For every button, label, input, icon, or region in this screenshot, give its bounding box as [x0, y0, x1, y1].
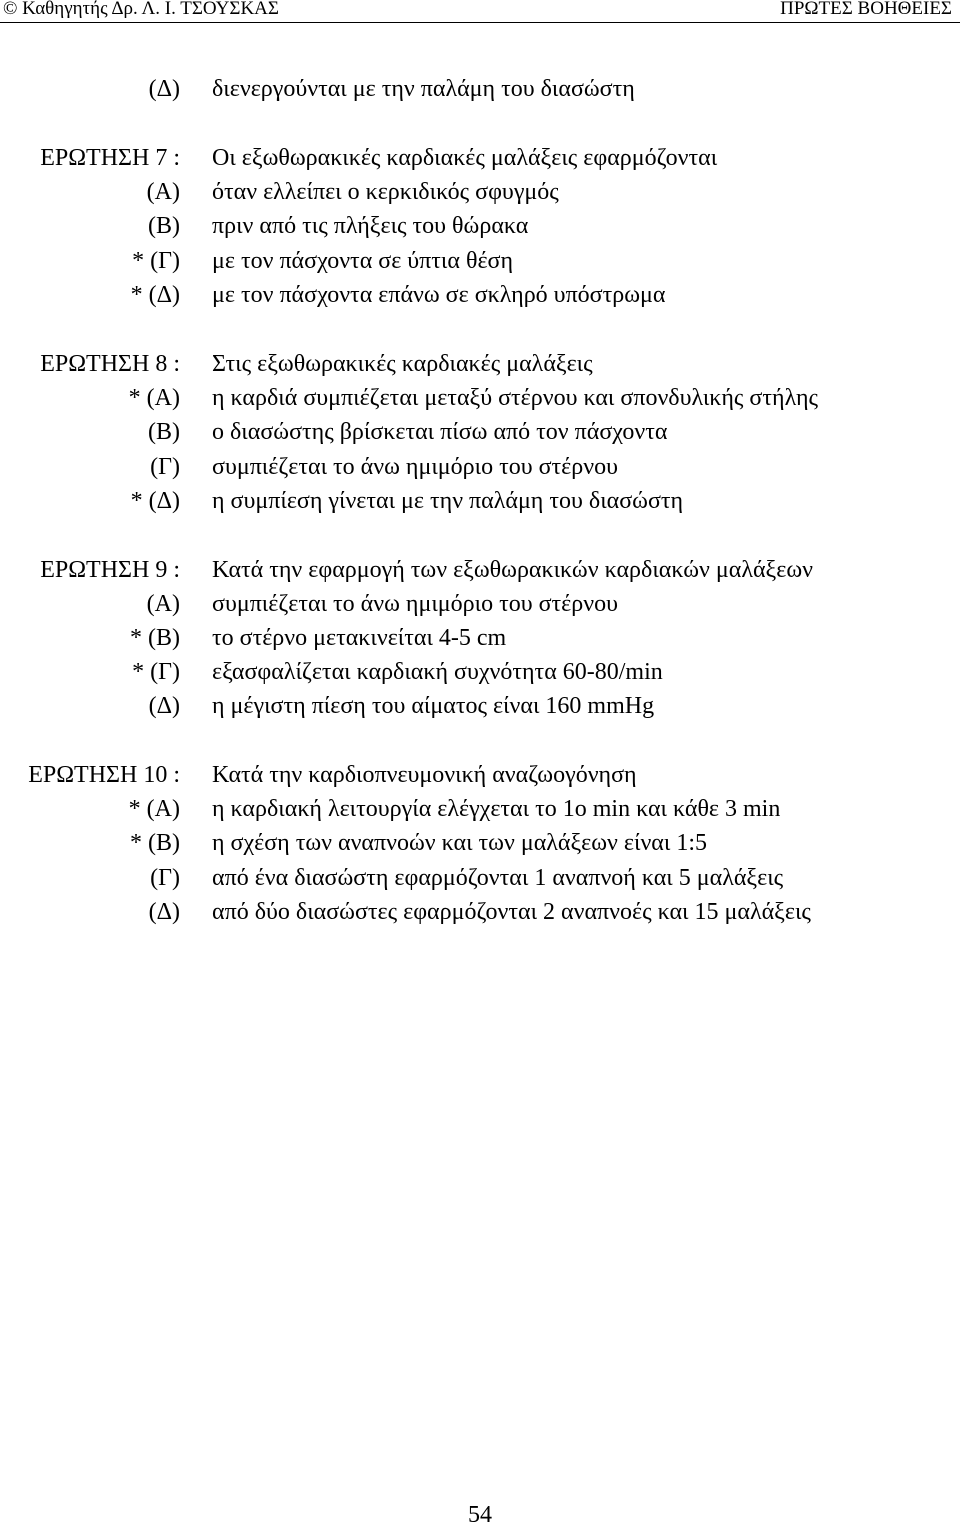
answer-row: [0, 689, 960, 723]
option-text: συμπιέζεται το άνω ημιμόριο του στέρνου: [212, 591, 618, 617]
option-text: διενεργούνται με την παλάμη του διασώστη: [212, 76, 635, 102]
answer-row: [0, 415, 960, 449]
answer-row: [0, 72, 960, 106]
option-label: (Δ): [148, 76, 180, 102]
question-row: [0, 141, 960, 175]
answer-row: [0, 175, 960, 209]
question-text: Κατά την εφαρμογή των εξωθωρακικών καρδιακών μαλάξεων: [212, 557, 813, 583]
answer-row: [0, 484, 960, 518]
answer-row: [0, 450, 960, 484]
option-label: * (Β): [130, 625, 180, 651]
option-text: το στέρνο μετακινείται 4-5 cm: [212, 625, 507, 651]
option-label: * (Β): [130, 830, 180, 856]
answer-row: [0, 792, 960, 826]
option-text: από ένα διασώστη εφαρμόζονται 1 αναπνοή και 5 μαλάξεις: [212, 865, 784, 891]
answer-row: [0, 278, 960, 312]
option-text: η συμπίεση γίνεται με την παλάμη του διασώστη: [212, 488, 684, 514]
question-text: Στις εξωθωρακικές καρδιακές μαλάξεις: [212, 351, 593, 377]
option-text: η σχέση των αναπνοών και των μαλάξεων είναι 1:5: [212, 830, 707, 856]
option-text: με τον πάσχοντα επάνω σε σκληρό υπόστρωμα: [212, 282, 666, 308]
answer-row: [0, 209, 960, 243]
header-title: ΠΡΩΤΕΣ ΒΟΗΘΕΙΕΣ: [780, 0, 952, 19]
question-label: ΕΡΩΤΗΣΗ 10 :: [28, 762, 180, 788]
question-text: Κατά την καρδιοπνευμονική αναζωογόνηση: [212, 762, 637, 788]
answer-row: [0, 587, 960, 621]
answer-row: [0, 861, 960, 895]
answer-row: [0, 655, 960, 689]
option-text: η μέγιστη πίεση του αίματος είναι 160 mmHg: [212, 693, 655, 719]
option-label: * (Γ): [132, 248, 180, 274]
option-label: (Δ): [148, 899, 180, 925]
option-text: συμπιέζεται το άνω ημιμόριο του στέρνου: [212, 454, 618, 480]
answer-row: [0, 381, 960, 415]
question-row: [0, 553, 960, 587]
question-row: [0, 347, 960, 381]
option-text: από δύο διασώστες εφαρμόζονται 2 αναπνοές και 15 μαλάξεις: [212, 899, 811, 925]
option-label: (Β): [148, 419, 180, 445]
answer-row: [0, 826, 960, 860]
option-label: (Α): [146, 591, 180, 617]
question-label: ΕΡΩΤΗΣΗ 7 :: [40, 145, 180, 171]
option-label: * (Δ): [130, 282, 180, 308]
question-text: Οι εξωθωρακικές καρδιακές μαλάξεις εφαρμόζονται: [212, 145, 718, 171]
answer-row: [0, 895, 960, 929]
option-label: (Γ): [150, 865, 180, 891]
question-label: ΕΡΩΤΗΣΗ 8 :: [40, 351, 180, 377]
question-label: ΕΡΩΤΗΣΗ 9 :: [40, 557, 180, 583]
option-label: (Β): [148, 213, 180, 239]
option-text: όταν ελλείπει ο κερκιδικός σφυγμός: [212, 179, 559, 205]
option-text: η καρδιά συμπιέζεται μεταξύ στέρνου και σπονδυλικής στήλης: [212, 385, 819, 411]
option-text: εξασφαλίζεται καρδιακή συχνότητα 60-80/min: [212, 659, 663, 685]
question-row: [0, 758, 960, 792]
header-author: © Καθηγητής Δρ. Λ. Ι. ΤΣΟΥΣΚΑΣ: [3, 0, 279, 19]
option-label: * (Γ): [132, 659, 180, 685]
answer-row: [0, 244, 960, 278]
option-label: (Δ): [148, 693, 180, 719]
option-text: με τον πάσχοντα σε ύπτια θέση: [212, 248, 514, 274]
option-label: (Α): [146, 179, 180, 205]
option-label: * (Α): [128, 385, 180, 411]
page-header: [0, 0, 960, 23]
page-number: 54: [468, 1502, 492, 1528]
answer-row: [0, 621, 960, 655]
option-label: (Γ): [150, 454, 180, 480]
option-text: η καρδιακή λειτουργία ελέγχεται το 1ο min και κάθε 3 min: [212, 796, 781, 822]
option-text: ο διασώστης βρίσκεται πίσω από τον πάσχοντα: [212, 419, 668, 445]
option-label: * (Δ): [130, 488, 180, 514]
option-label: * (Α): [128, 796, 180, 822]
option-text: πριν από τις πλήξεις του θώρακα: [212, 213, 529, 239]
